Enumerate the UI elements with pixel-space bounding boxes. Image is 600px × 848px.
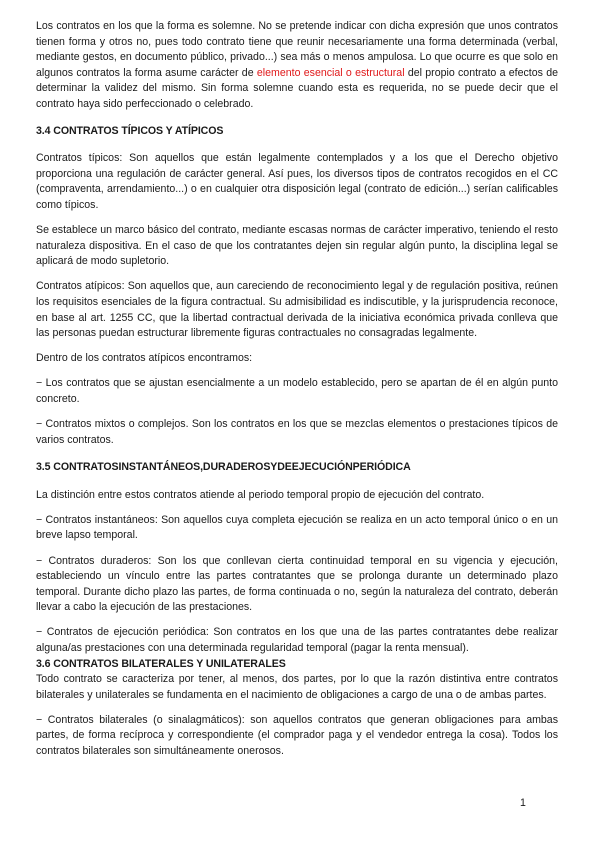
highlighted-phrase: elemento esencial o estructural — [256, 66, 405, 79]
paragraph-distincion: La distinción entre estos contratos atiende al periodo temporal propio de ejecución del contrato. — [36, 488, 485, 501]
list-item-contratos-mixtos: − Contratos mixtos o complejos. Son los contratos en los que se mezclas elementos o prestaciones típicos de varios contratos. — [36, 417, 558, 446]
list-item-modelo-establecido: − Los contratos que se ajustan esencialmente a un modelo establecido, pero se apartan de él en algún punto concreto. — [36, 377, 558, 405]
section-heading-3-4: 3.4 CONTRATOS TÍPICOS Y ATÍPICOS — [36, 124, 224, 137]
page-number: 1 — [520, 797, 526, 809]
list-item-instantaneos: − Contratos instantáneos: Son aquellos cuya completa ejecución se realiza en un acto temporal único o en un breve lapso temporal. — [36, 513, 558, 542]
paragraph-contratos-atipicos: Contratos atípicos: Son aquellos que, aun careciendo de reconocimiento legal y de regulación positiva, reúnen los requisitos esenciales de la figura contractual. Su admisibilidad es indiscutible, y la jurisprudencia reconoce, en base al art. 1255 CC, que la libertad contractual derivada de la iniciativa económica privada conlleva que las personas puedan estructurar libremente figuras contractuales no consagradas legalmente. — [36, 280, 558, 340]
list-item-ejecucion-periodica: − Contratos de ejecución periódica: Son contratos en los que una de las partes contratantes debe realizar alguna/as prestaciones con una determinada regularidad temporal (pagar la renta mensual). — [36, 626, 558, 654]
paragraph-dentro-atipicos: Dentro de los contratos atípicos encontramos: — [36, 352, 253, 365]
paragraph-bilaterales-unilaterales: Todo contrato se caracteriza por tener, al menos, dos partes, por lo que la razón distintiva entre contratos bilaterales y unilaterales se fundamenta en el nacimiento de obligaciones a cargo de una o de ambas partes. — [36, 673, 558, 701]
list-item-bilaterales: − Contratos bilaterales (o sinalagmáticos): son aquellos contratos que generan obligaciones para ambas partes, de forma recíproca y correspondiente (el comprador paga y el vendedor entrega la cosa). Todos los contratos bilaterales son simultáneamente onerosos. — [36, 713, 558, 758]
paragraph-forma-solemne: Los contratos en los que la forma es solemne. No se pretende indicar con dicha expresión que unos contratos tienen forma y otros no, pues todo contrato tiene que reunir necesariamente una forma determinada (verbal, mediante gestos, en documento público, privado...) sea más o menos ampulosa. Lo que ocurre es que solo en algunos contratos la forma asume carácter de elemento esencial o estructural del propio contrato a efectos de determinar la validez del mismo. Sin forma solemne cuando esta es requerida, no se puede decir que el contrato haya sido perfeccionado o celebrado. — [36, 20, 558, 110]
paragraph-contratos-tipicos: Contratos típicos: Son aquellos que están legalmente contemplados y a los que el Derecho objetivo proporciona una regulación de carácter general. Así pues, los diversos tipos de contratos recogidos en el CC (compraventa, arrendamiento...) o en cualquier otra disposición legal (contrato de edición...) serían calificables como típicos. — [36, 152, 558, 211]
section-heading-3-6: 3.6 CONTRATOS BILATERALES Y UNILATERALES — [36, 657, 286, 670]
section-heading-3-5: 3.5 CONTRATOSINSTANTÁNEOS,DURADEROSYDEEJECUCIÓNPERIÓDICA — [36, 461, 411, 474]
paragraph-marco-basico: Se establece un marco básico del contrato, mediante escasas normas de carácter imperativo, teniendo el resto naturaleza dispositiva. En el caso de que los contratantes dejen sin regular algún punto, la disciplina legal se aplicará de modo supletorio. — [36, 224, 558, 268]
list-item-duraderos: − Contratos duraderos: Son los que conllevan cierta continuidad temporal en su vigencia y ejecución, estableciendo un vínculo entre las partes contratantes que se prolonga durante un determinado plazo temporal. Durante dicho plazo las partes, de forma continuada o no, según la naturaleza del contrato, deberán llevar a cabo la ejecución de las prestaciones. — [36, 554, 558, 614]
